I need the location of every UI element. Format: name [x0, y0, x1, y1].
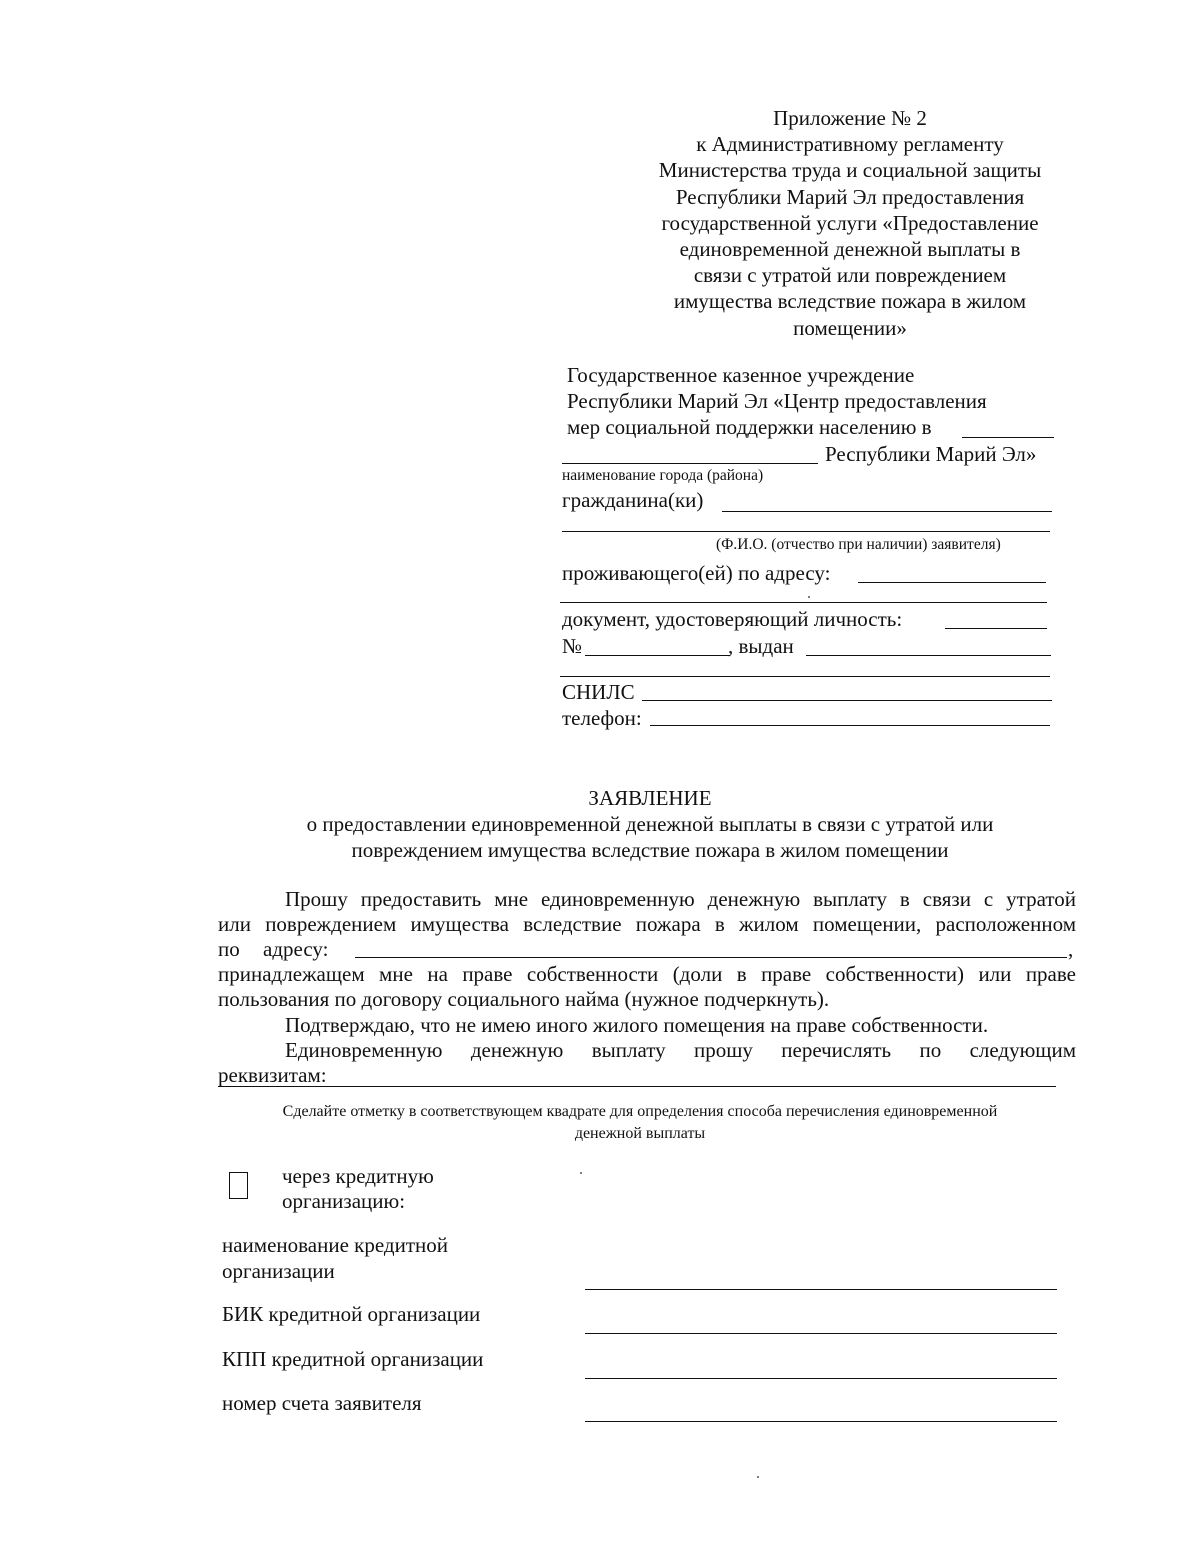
- id-doc-field-line[interactable]: [945, 628, 1047, 629]
- option-line-2: организацию:: [282, 1189, 406, 1213]
- address-field-line[interactable]: [355, 957, 1067, 958]
- residence-field-line[interactable]: [858, 582, 1046, 583]
- requisites-field-line[interactable]: [218, 1086, 1056, 1087]
- addressee-line-3: мер социальной поддержки населению в: [567, 415, 932, 439]
- appendix-line: помещении»: [793, 315, 907, 340]
- snils-field-line[interactable]: [642, 700, 1052, 701]
- appendix-line: связи с утратой или повреждением: [693, 263, 1007, 288]
- scan-speck: [757, 1476, 759, 1478]
- statement-subtitle: [0, 811, 1200, 863]
- option-line-1: через кредитную: [282, 1164, 434, 1188]
- bank-name-label-1: наименование кредитной: [222, 1233, 448, 1257]
- para1-line-3-b: адресу:: [263, 937, 329, 961]
- credit-org-checkbox[interactable]: [229, 1172, 248, 1199]
- para1-line-3-comma: ,: [1068, 937, 1074, 961]
- phone-label: телефон:: [562, 706, 642, 730]
- para1-line-1: Прошу предоставить мне единовременную денежную выплату в связи с утратой: [285, 887, 1076, 911]
- para1-line-2: или повреждением имущества вследствие пожара в жилом помещении, расположенном: [218, 912, 1076, 936]
- issued-field-line-2[interactable]: [560, 676, 1050, 677]
- subtitle-line-2: повреждением имущества вследствие пожара в жилом помещении: [351, 838, 949, 862]
- para3-line-2: реквизитам:: [218, 1063, 327, 1087]
- addressee-line-2: Республики Марий Эл «Центр предоставления: [567, 389, 987, 413]
- issued-field-line[interactable]: [806, 655, 1051, 656]
- citizen-label: гражданина(ки): [562, 488, 704, 512]
- account-label: номер счета заявителя: [222, 1391, 422, 1415]
- appendix-line: Министерства труда и социальной защиты: [658, 158, 1042, 183]
- appendix-line: к Административному регламенту: [696, 132, 1004, 157]
- bik-label: БИК кредитной организации: [222, 1302, 481, 1326]
- doc-number-field-line[interactable]: [585, 655, 730, 656]
- bank-name-field-line[interactable]: [585, 1289, 1057, 1290]
- scan-speck: [808, 596, 810, 598]
- bank-name-label-2: организации: [222, 1259, 335, 1283]
- account-field-line[interactable]: [585, 1421, 1057, 1422]
- appendix-line: Республики Марий Эл предоставления: [675, 184, 1025, 209]
- doc-number-label: №: [562, 634, 583, 658]
- statement-title: ЗАЯВЛЕНИЕ: [588, 786, 712, 810]
- addressee-line-4: Республики Марий Эл»: [825, 442, 1037, 466]
- para1-line-3-a: по: [218, 937, 240, 961]
- id-doc-label: документ, удостоверяющий личность:: [562, 607, 903, 631]
- city-field-line[interactable]: [562, 463, 818, 464]
- subtitle-line-1: о предоставлении единовременной денежной выплаты в связи с утратой или: [306, 812, 994, 836]
- appendix-line: Приложение № 2: [773, 106, 927, 130]
- para1-line-4: принадлежащем мне на праве собственности (доли в праве собственности) или праве: [218, 962, 1076, 986]
- scan-speck: [580, 1172, 582, 1174]
- note-line-1: Сделайте отметку в соответствующем квадрате для определения способа перечисления единовременной: [282, 1103, 998, 1120]
- residence-field-line-2[interactable]: [560, 602, 1047, 603]
- appendix-line: имущества вследствие пожара в жилом: [673, 289, 1027, 314]
- city-caption: наименование города (района): [562, 467, 764, 484]
- kpp-field-line[interactable]: [585, 1378, 1057, 1379]
- bik-field-line[interactable]: [585, 1333, 1057, 1334]
- snils-label: СНИЛС: [562, 680, 635, 704]
- issued-label: , выдан: [728, 634, 794, 658]
- fio-caption: (Ф.И.О. (отчество при наличии) заявителя): [716, 536, 1001, 553]
- residence-label: проживающего(ей) по адресу:: [562, 561, 831, 585]
- appendix-header: [640, 105, 1060, 341]
- appendix-line: государственной услуги «Предоставление: [661, 210, 1039, 235]
- para3-line-1: Единовременную денежную выплату прошу перечислять по следующим: [285, 1038, 1076, 1062]
- kpp-label: КПП кредитной организации: [222, 1347, 484, 1371]
- note-line-2: денежной выплаты: [574, 1125, 706, 1142]
- region-field-line[interactable]: [962, 437, 1054, 438]
- fio-field-line[interactable]: [562, 531, 1050, 532]
- phone-field-line[interactable]: [650, 725, 1050, 726]
- para2: Подтверждаю, что не имею иного жилого помещения на праве собственности.: [285, 1013, 989, 1037]
- appendix-line: единовременной денежной выплаты в: [679, 237, 1021, 262]
- payment-note: [205, 1101, 1075, 1145]
- para1-line-5: пользования по договору социального найма (нужное подчеркнуть).: [218, 987, 830, 1011]
- citizen-field-line[interactable]: [722, 511, 1052, 512]
- addressee-line-1: Государственное казенное учреждение: [567, 363, 915, 387]
